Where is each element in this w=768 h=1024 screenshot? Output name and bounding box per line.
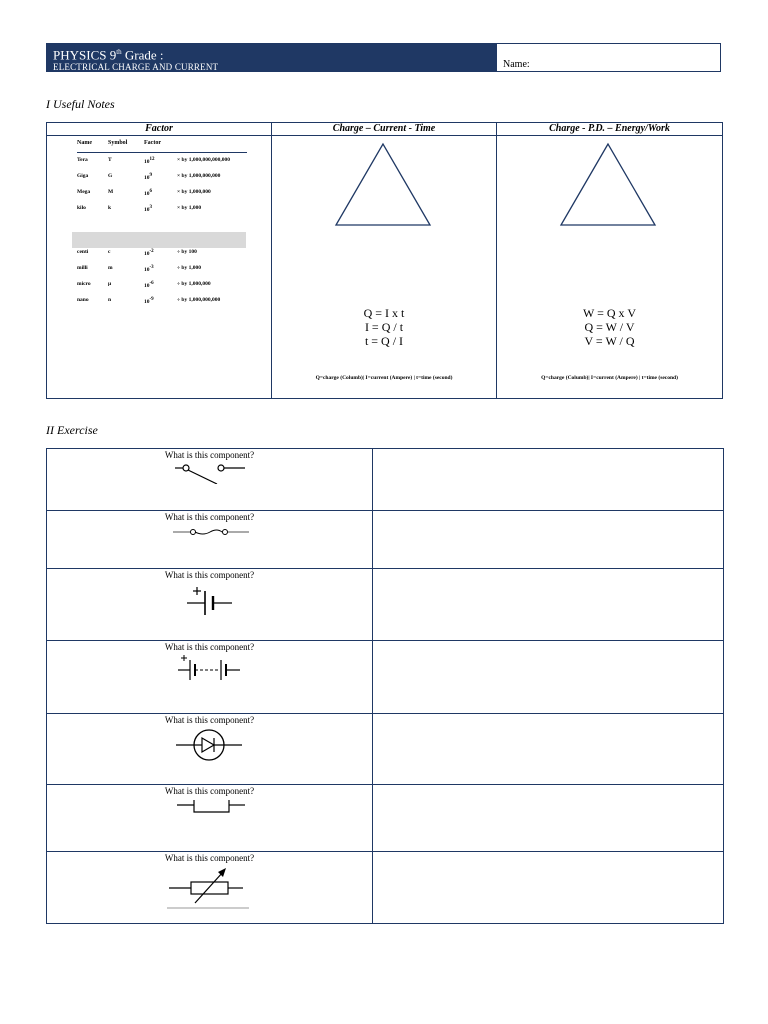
prefix-table: [77, 140, 247, 313]
formula-line: W = Q x V: [583, 306, 636, 320]
question-cell: [47, 449, 373, 511]
prefix-symbol: G: [108, 173, 113, 179]
question-text: What is this component?: [164, 570, 255, 580]
variable-resistor-icon: [165, 863, 255, 911]
prefix-multiplier: ÷ by 1,000,000: [177, 281, 211, 287]
prefix-multiplier: × by 1,000,000,000,000: [177, 157, 230, 163]
answer-cell[interactable]: [373, 569, 724, 641]
prefix-row: [77, 157, 247, 173]
formula-line: V = W / Q: [584, 334, 635, 348]
col-header-charge-current-time: Charge – Current - Time: [272, 123, 497, 136]
prefix-header-symbol: Symbol: [108, 140, 144, 153]
prefix-symbol: n: [108, 297, 112, 303]
pde-legend: Q=charge (Columb)| I=current (Ampere) | t=time (second): [541, 375, 678, 381]
prefix-row: [77, 173, 247, 189]
prefix-symbol: M: [108, 189, 114, 195]
answer-cell[interactable]: [373, 641, 724, 714]
question-text: What is this component?: [164, 450, 255, 460]
subject-label: PHYSICS: [53, 47, 107, 63]
switch-icon: [165, 460, 255, 484]
prefix-row: [77, 205, 247, 221]
prefix-row: [77, 249, 247, 265]
prefix-multiplier: ÷ by 1,000: [177, 265, 201, 271]
formula-triangle-icon: [559, 142, 659, 228]
answer-cell[interactable]: [373, 852, 724, 924]
prefix-symbol: μ: [108, 281, 112, 287]
prefix-symbol: c: [108, 249, 111, 255]
question-cell: [47, 714, 373, 785]
grade-label: Grade :: [121, 47, 164, 63]
prefix-power: $10^{12}$: [144, 157, 155, 165]
section-title-notes: I Useful Notes: [46, 97, 115, 111]
prefix-name: Giga: [77, 173, 89, 179]
section-title-exercise: II Exercise: [46, 423, 98, 437]
answer-cell[interactable]: [373, 714, 724, 785]
exercise-row: [47, 852, 724, 924]
question-cell: [47, 641, 373, 714]
question-text: What is this component?: [164, 642, 255, 652]
cell-icon: [175, 580, 245, 618]
prefix-multiplier: × by 1,000,000,000: [177, 173, 221, 179]
charge-current-time-column: [272, 136, 496, 398]
question-cell: [47, 511, 373, 569]
formula-line: Q = I x t: [363, 306, 405, 320]
question-cell: [47, 785, 373, 852]
question-cell: [47, 569, 373, 641]
name-label: Name:: [503, 59, 530, 70]
prefix-power: $10^9$: [144, 173, 152, 181]
exercise-row: [47, 641, 724, 714]
prefix-name: nano: [77, 297, 89, 303]
exercise-row: [47, 714, 724, 785]
prefix-multiplier: × by 1,000,000: [177, 189, 211, 195]
prefix-row: [77, 265, 247, 281]
prefix-name: kilo: [77, 205, 86, 211]
cct-formulas: [272, 306, 496, 348]
prefix-power: $10^{-3}$: [144, 265, 154, 273]
prefix-header-blank: [177, 140, 247, 153]
answer-cell[interactable]: [373, 511, 724, 569]
header-banner: [47, 44, 497, 71]
formula-triangle-icon: [334, 142, 434, 228]
prefix-power: $10^6$: [144, 189, 152, 197]
col-header-factor: Factor: [47, 123, 272, 136]
prefix-power: $10^3$: [144, 205, 152, 213]
diode-icon: [170, 725, 250, 763]
resistor-icon: [170, 796, 250, 820]
question-text: What is this component?: [164, 853, 255, 863]
exercise-row: [47, 569, 724, 641]
exercise-row: [47, 449, 724, 511]
battery-icon: [170, 652, 250, 682]
name-field[interactable]: [497, 44, 720, 71]
prefix-row: [77, 189, 247, 205]
prefix-header-name: Name: [77, 140, 108, 153]
question-text: What is this component?: [164, 512, 255, 522]
prefix-multiplier: ÷ by 1,000,000,000: [177, 297, 221, 303]
prefix-power: $10^{-9}$: [144, 297, 154, 305]
prefix-symbol: T: [108, 157, 112, 163]
answer-cell[interactable]: [373, 449, 724, 511]
prefix-name: centi: [77, 249, 89, 255]
formula-line: I = Q / t: [364, 320, 404, 334]
question-cell: [47, 852, 373, 924]
charge-pd-energy-column: [497, 136, 722, 398]
prefix-power: $10^{-2}$: [144, 249, 154, 257]
worksheet-title: [53, 44, 497, 62]
col-header-charge-pd-energy: Charge - P.D. – Energy/Work: [497, 123, 723, 136]
cct-legend: Q=charge (Columb)| I=current (Ampere) | t=time (second): [315, 375, 453, 381]
prefix-multiplier: × by 1,000: [177, 205, 202, 211]
prefix-row: [77, 297, 247, 313]
question-text: What is this component?: [164, 715, 255, 725]
prefix-multiplier: ÷ by 100: [177, 249, 197, 255]
worksheet-subtitle: ELECTRICAL CHARGE AND CURRENT: [53, 62, 219, 73]
exercise-row: [47, 785, 724, 852]
question-text: What is this component?: [164, 786, 255, 796]
prefix-name: Tera: [77, 157, 88, 163]
formula-line: Q = W / V: [584, 320, 635, 334]
prefix-symbol: k: [108, 205, 112, 211]
worksheet-header: [46, 43, 721, 72]
exercise-row: [47, 511, 724, 569]
prefix-symbol: m: [108, 265, 113, 271]
prefix-header-factor: Factor: [144, 140, 177, 153]
prefix-name: Mega: [77, 189, 91, 195]
answer-cell[interactable]: [373, 785, 724, 852]
prefix-power: $10^{-6}$: [144, 281, 154, 289]
fuse-icon: [165, 522, 255, 542]
prefix-row: [77, 281, 247, 297]
pde-formulas: [497, 306, 722, 348]
prefix-name: micro: [77, 281, 91, 287]
formula-line: t = Q / I: [364, 334, 404, 348]
prefix-header-row: [77, 140, 247, 153]
grade-number: 9: [109, 47, 117, 63]
notes-table: [46, 122, 723, 399]
grade-suffix: th: [116, 48, 122, 56]
prefix-name: milli: [77, 265, 88, 271]
exercise-table: [46, 448, 724, 924]
prefix-column: [47, 136, 271, 398]
